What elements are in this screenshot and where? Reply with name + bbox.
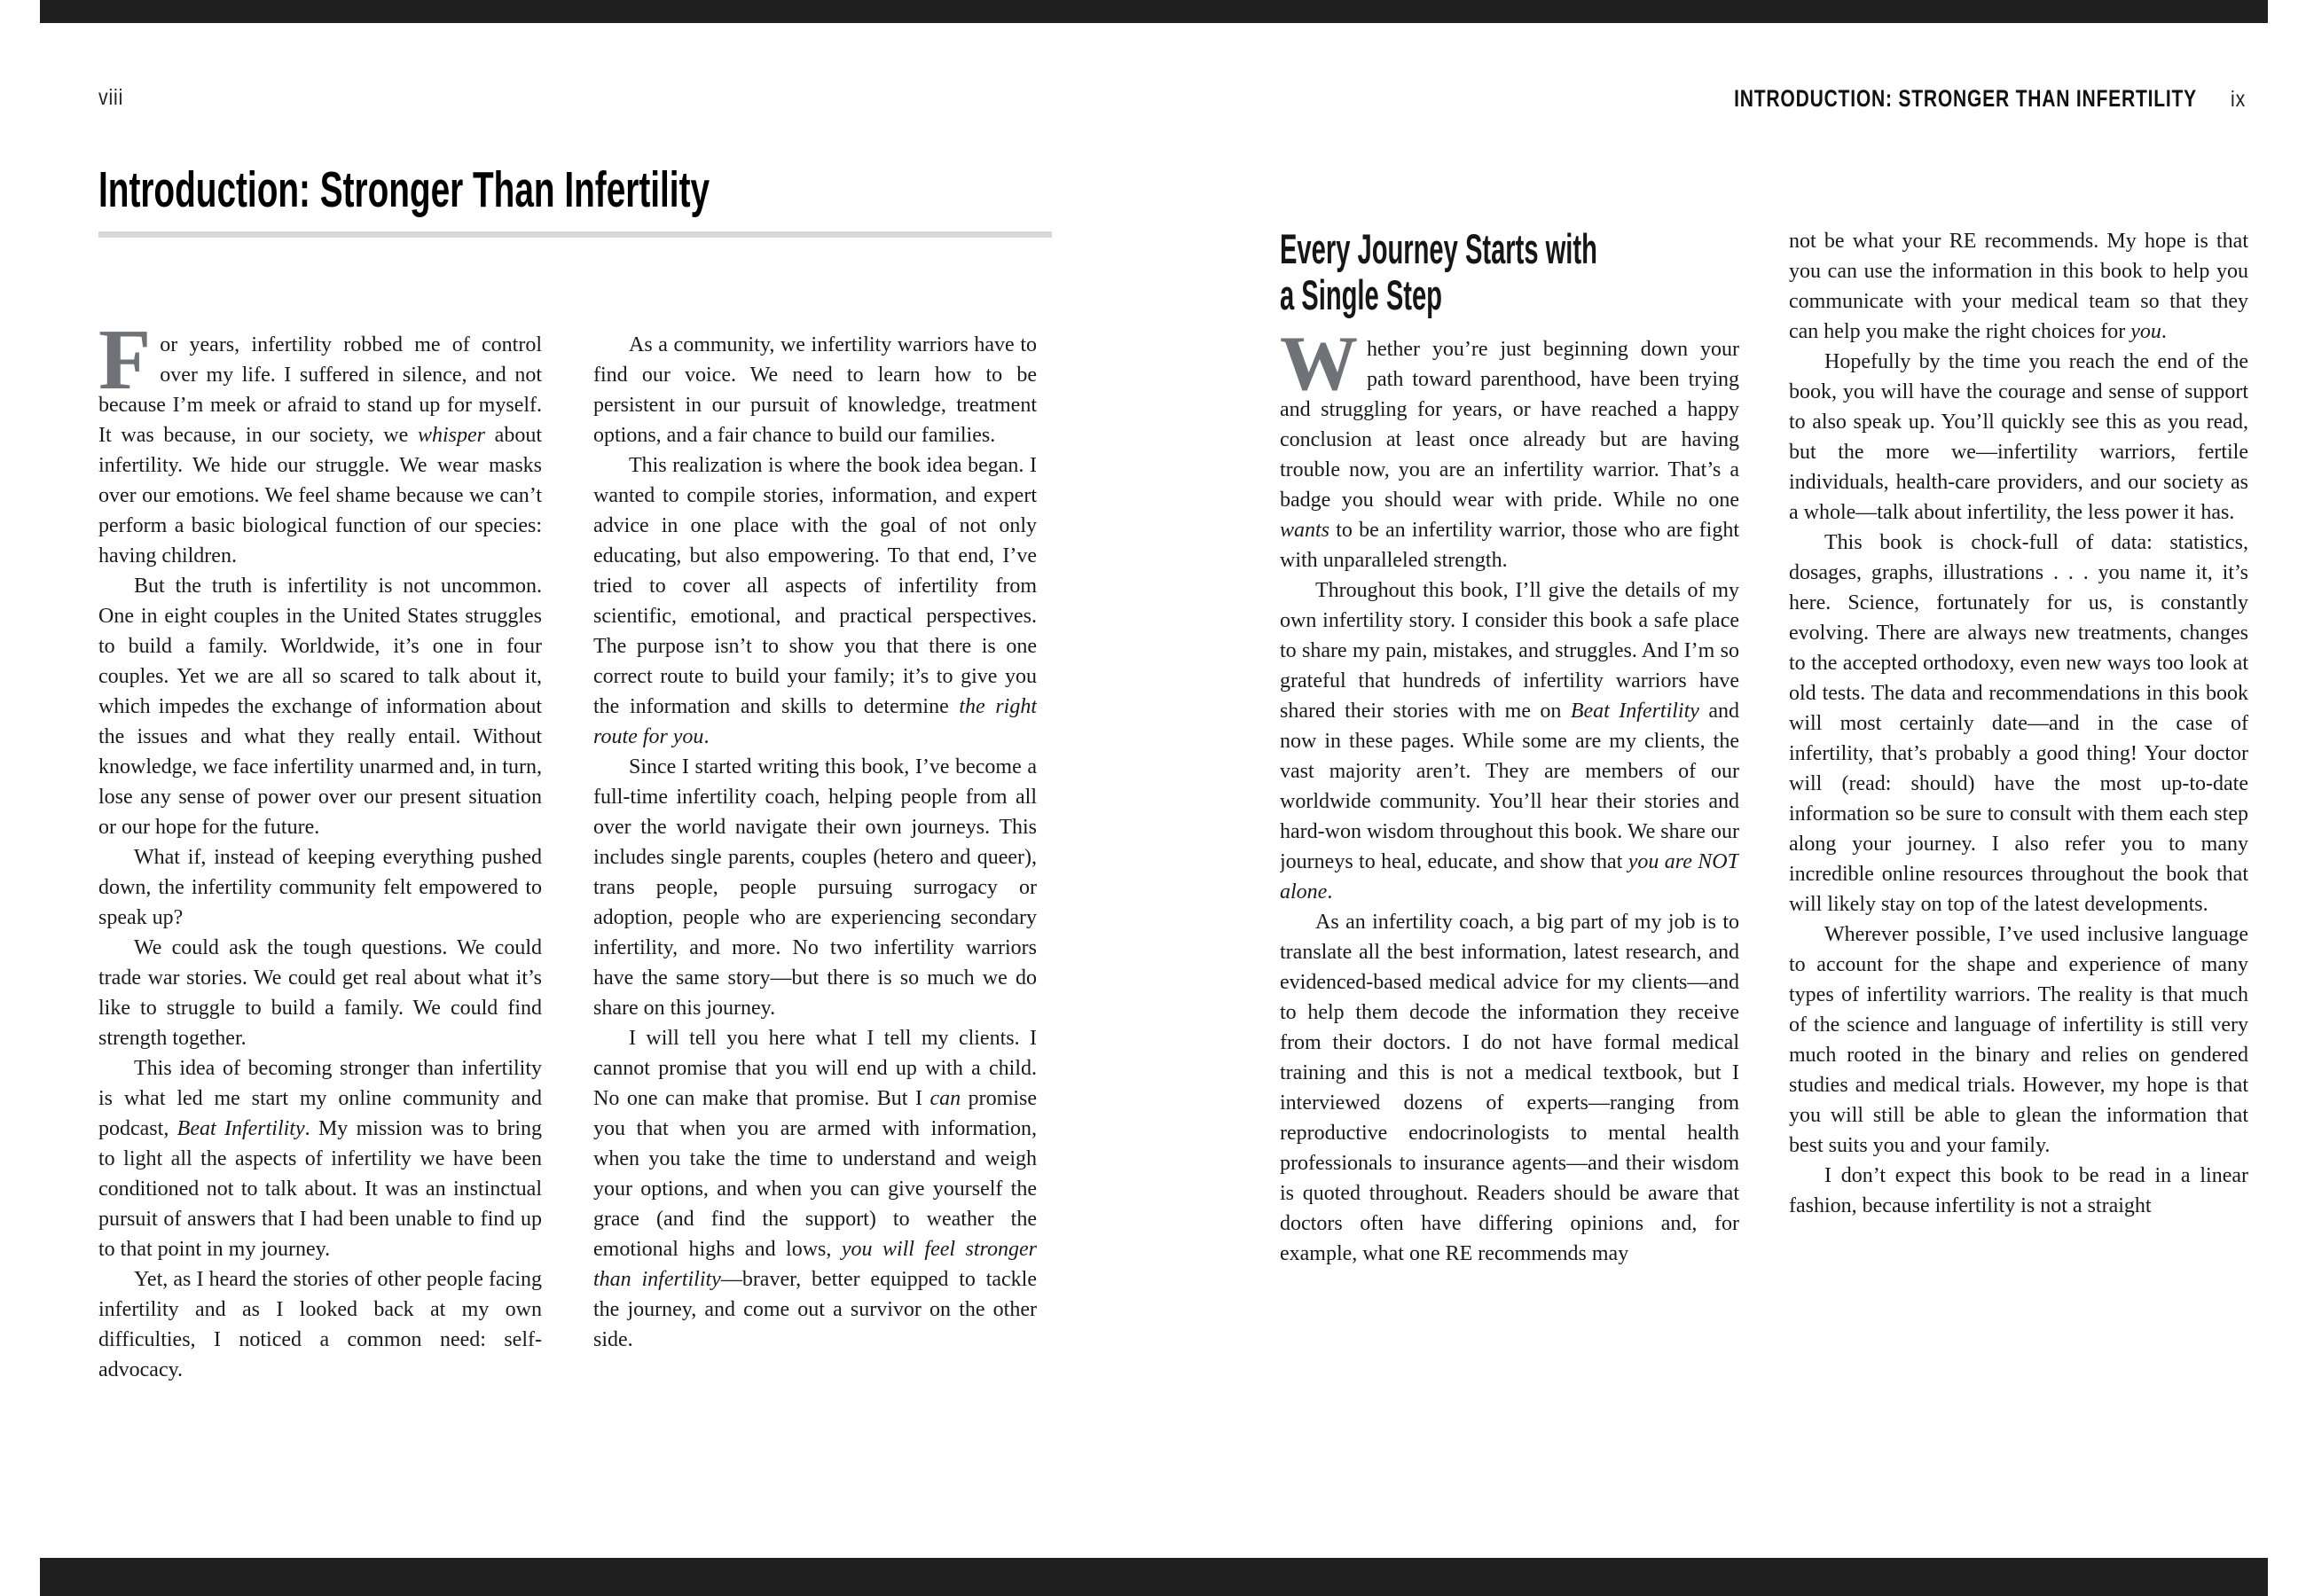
page-gap-bar-top xyxy=(40,0,2268,23)
italic-text: Beat Infertility xyxy=(1570,700,1699,723)
paragraph: I don’t expect this book to be read in a linear fashion, because infertility is not a straight xyxy=(1789,1164,2248,1217)
paragraph: I will tell you here what I tell my clients. I cannot promise that you will end up with a child. No one can make that promise. But I can promise you that when you are armed with information, when you take the time to understand and weigh your options, and when you can give yourself the grace (and find the support) to weather the emotional highs and lows, you will feel stronger than infertility—braver, better equipped to tackle the journey, and come out a survivor on the other side. xyxy=(593,1027,1037,1351)
page-number-right: ix xyxy=(2230,87,2246,112)
page-number-left: viii xyxy=(98,85,124,110)
italic-text: whisper xyxy=(417,424,485,447)
book-page-left xyxy=(98,85,1052,1483)
paragraph: Since I started writing this book, I’ve become a full-time infertility coach, helping people from all over the world navigate their own journeys. This includes single parents, couples (hetero and queer), trans people, people pursuing surrogacy or adoption, people who are experiencing secondary infertility, and more. No two infertility warriors have the same story—but there is so much we do share on this journey. xyxy=(593,755,1037,1020)
paragraph: Yet, as I heard the stories of other people facing infertility and as I looked back at my own difficulties, I noticed a common need: self-advocacy. xyxy=(98,1268,542,1381)
paragraph: This book is chock-full of data: statistics, dosages, graphs, illustrations . . . you name it, it’s here. Science, fortunately for us, is constantly evolving. There are always new treatments, changes to the accepted orthodoxy, even new ways too look at old tests. The data and recommendations in this book will most certainly date—and in the case of infertility, that’s probably a good thing! Your doctor will (read: should) have the most up-to-date information so be sure to consult with them each step along your journey. I also refer you to many incredible online resources throughout the book that will likely stay on top of the latest developments. xyxy=(1789,531,2248,916)
section-heading-line: a Single Step xyxy=(1280,271,1442,318)
text-column xyxy=(1280,226,1739,1396)
italic-text: you will feel stronger than infertility xyxy=(593,1238,1037,1291)
italic-text: you are NOT alone xyxy=(1280,850,1739,904)
text-column xyxy=(98,330,542,1483)
paragraph: Hopefully by the time you reach the end of the book, you will have the courage and sense of support to also speak up. You’ll quickly see this as you read, but the more we—infertility warriors, fertile individuals, health-care providers, and our society as a whole—talk about infertility, the less power it has. xyxy=(1789,350,2248,524)
paragraph: Whether you’re just beginning down your path toward parenthood, have been trying and struggling for years, or have reached a happy conclusion at least once already but are having trouble now, you are an infertility warrior. That’s a badge you should wear with pride. While no one wants to be an infertility warrior, those who are fight with unparalleled strength. xyxy=(1280,321,1739,572)
paragraph: We could ask the tough questions. We could trade war stories. We could get real about what it’s like to struggle to build a family. We could find strength together. xyxy=(98,936,542,1050)
page-gap-bar-bottom xyxy=(40,1558,2268,1596)
title-rule xyxy=(98,231,1052,238)
drop-cap: W xyxy=(1280,321,1358,407)
paragraph: As an infertility coach, a big part of my job is to translate all the best information, latest research, and evidenced-based medical advice for my clients—and to help them decode the information they receive from their doctors. I do not have formal medical training and this is not a medical textbook, but I interviewed dozens of experts—ranging from reproductive endocrinologists to mental health professionals to insurance agents—and their wisdom is quoted throughout. Readers should be aware that doctors often have differing opinions and, for example, what one RE recommends may xyxy=(1280,911,1739,1265)
paragraph: not be what your RE recommends. My hope is that you can use the information in this book to help you communicate with your medical team so that they can help you make the right choices for you. xyxy=(1789,230,2248,343)
chapter-title: Introduction: Stronger Than Infertility xyxy=(98,161,710,218)
paragraph: But the truth is infertility is not uncommon. One in eight couples in the United States struggles to build a family. Worldwide, it’s one in four couples. Yet we are all so scared to talk about it, which impedes the exchange of information about the issues and what they really entail. Without knowledge, we face infertility unarmed and, in turn, lose any sense of power over our present situation or our hope for the future. xyxy=(98,575,542,839)
italic-text: you xyxy=(2130,320,2161,343)
paragraph: This realization is where the book idea began. I wanted to compile stories, information, and expert advice in one place with the goal of not only educating, but also empowering. To that end, I’ve tried to cover all aspects of infertility from scientific, emotional, and practical perspectives. The purpose isn’t to show you that there is one correct route to build your family; it’s to give you the information and skills to determine the right route for you. xyxy=(593,454,1037,748)
running-header xyxy=(1280,85,2248,113)
paragraph: For years, infertility robbed me of control over my life. I suffered in silence, and not because I’m meek or afraid to stand up for myself. It was because, in our society, we whisper about infertility. We hide our struggle. We wear masks over our emotions. We feel shame because we can’t perform a basic biological function of our species: having children. xyxy=(98,330,542,571)
paragraph: Wherever possible, I’ve used inclusive language to account for the shape and experience of many types of infertility warriors. The reality is that much of the science and language of infertility is still very much rooted in the binary and relies on gendered studies and medical trials. However, my hope is that you will still be able to glean the information that best suits you and your family. xyxy=(1789,923,2248,1157)
drop-cap: F xyxy=(98,330,152,407)
paragraph: As a community, we infertility warriors have to find our voice. We need to learn how to be persistent in our pursuit of knowledge, treatment options, and a fair chance to build our families. xyxy=(593,333,1037,447)
section-heading-line: Every Journey Starts with xyxy=(1280,226,1597,272)
text-column xyxy=(1789,226,2248,1396)
running-head-text: INTRODUCTION: STRONGER THAN INFERTILITY xyxy=(1734,85,2197,112)
paragraph: This idea of becoming stronger than infertility is what led me start my online community and podcast, Beat Infertility. My mission was to bring to light all the aspects of infertility we have been conditioned not to talk about. It was an instinctual pursuit of answers that I had been unable to find up to that point in my journey. xyxy=(98,1057,542,1261)
italic-text: can xyxy=(929,1087,961,1110)
italic-text: the right route for you xyxy=(593,695,1037,748)
paragraph: Throughout this book, I’ll give the details of my own infertility story. I consider this book a safe place to share my pain, mistakes, and struggles. And I’m so grateful that hundreds of infertility warriors have shared their stories with me on Beat Infertility and now in these pages. While some are my clients, the vast majority aren’t. They are members of our worldwide community. You’ll hear their stories and hard-won wisdom throughout this book. We share our journeys to heal, educate, and show that you are NOT alone. xyxy=(1280,579,1739,904)
italic-text: Beat Infertility xyxy=(176,1117,305,1140)
book-page-right xyxy=(1280,85,2248,1396)
paragraph: What if, instead of keeping everything pushed down, the infertility community felt empowered to speak up? xyxy=(98,846,542,929)
italic-text: wants xyxy=(1280,519,1330,542)
section-heading xyxy=(1280,226,1739,318)
text-column xyxy=(593,330,1037,1483)
